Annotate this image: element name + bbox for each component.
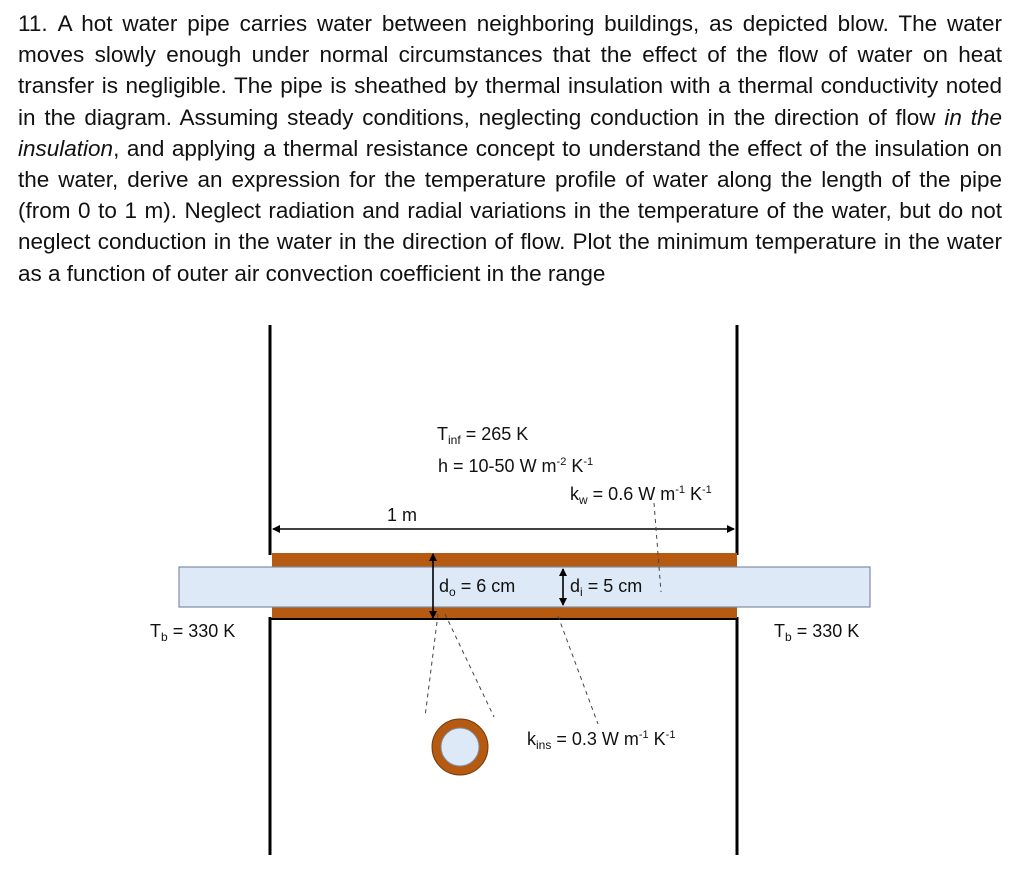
problem-text-1: A hot water pipe carries water between neighboring buildings, as depicted blow. The water moves slowly enough under normal circumstances that the effect of the flow of water on heat transfer is negligible. The pipe is sheathed by thermal insulation with a thermal conductivity noted in the diagram. Assuming steady conditions, neglecting conduction in the direction of flow	[18, 11, 1002, 130]
h-label: h = 10-50 W $m^{-2}$ $K^{-1}$	[438, 456, 594, 476]
water-pipe	[179, 567, 870, 607]
k-ins-label: $k_{ins} = 0.3$ W $m^{-1}$ $K^{-1}$	[527, 729, 676, 752]
inner-diameter-label: $d_i = 5$ cm	[570, 576, 643, 599]
outer-diameter-label: $d_o = 6$ cm	[439, 576, 516, 599]
problem-number: 11.	[18, 11, 48, 36]
length-label: 1 m	[387, 505, 418, 525]
k-w-label: $k_w = 0.6$ W $m^{-1}$ $K^{-1}$	[570, 484, 712, 507]
t-inf-label: $T_{inf} = 265$ K	[437, 424, 529, 447]
t-b-right-label: $T_b = 330$ K	[774, 621, 860, 644]
problem-text-italic: in the insulation	[18, 104, 1002, 161]
t-b-left-label: $T_b = 330$ K	[150, 621, 236, 644]
insulation-top	[272, 553, 737, 567]
cross-section-leader-left	[425, 614, 438, 717]
problem-text-2: , and applying a thermal resistance concept to understand the effect of the insulation on the water, derive an expression for the temperature profile of water along the length of the pipe (from 0 to 1 m). Neglect radiation and radial variations in the temperature of the water, but do not neglect conduction in the water in the direction of flow. Plot the minimum temperature in the water as a function of outer air convection coefficient in the range	[18, 135, 1002, 286]
pipe-cross-section-water	[441, 728, 479, 766]
k-ins-leader	[558, 616, 598, 724]
insulation-bottom	[272, 607, 737, 619]
cross-section-leader-right	[445, 614, 494, 717]
